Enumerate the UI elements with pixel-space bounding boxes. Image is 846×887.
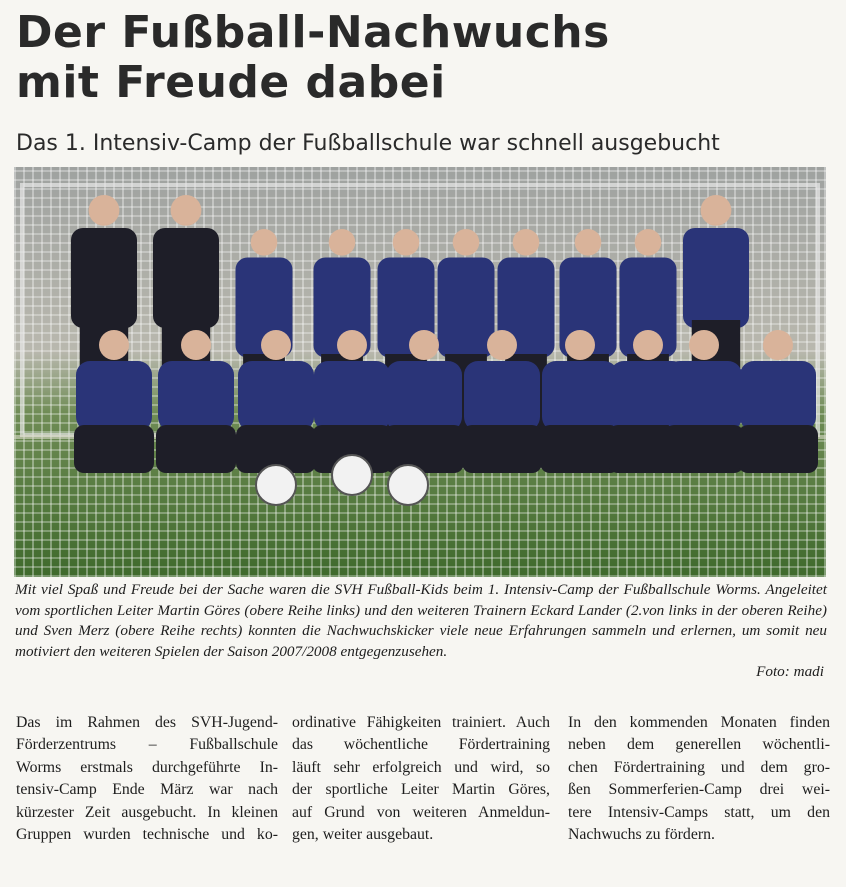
column-line: neben dem generellen wöchentli- bbox=[568, 736, 830, 754]
player-head bbox=[635, 229, 662, 256]
player-legs bbox=[738, 425, 818, 473]
football-icon bbox=[332, 455, 372, 495]
player-head bbox=[337, 330, 367, 360]
column-line: ordinative Fähigkeiten trainiert. Auch bbox=[292, 714, 550, 731]
column-line: ßen Sommerferien-Camp drei wei- bbox=[568, 781, 830, 799]
column-line: tensiv-Camp Ende März war nach bbox=[16, 781, 278, 799]
column-line: das wöchentliche Fördertraining bbox=[292, 736, 550, 754]
player-torso bbox=[542, 361, 618, 431]
player-torso bbox=[683, 228, 749, 328]
team-photo bbox=[14, 167, 826, 577]
player-head bbox=[99, 330, 129, 360]
column-line: In den kommenden Monaten finden bbox=[568, 714, 830, 731]
player-head bbox=[575, 229, 602, 256]
article-column-1 bbox=[16, 712, 278, 846]
column-line: Worms erstmals durchgeführte In- bbox=[16, 758, 278, 776]
football-icon bbox=[388, 465, 428, 505]
football-icon bbox=[256, 465, 296, 505]
player-head bbox=[763, 330, 793, 360]
player-legs bbox=[384, 425, 464, 473]
player-head bbox=[565, 330, 595, 360]
player-legs bbox=[664, 425, 744, 473]
player-head bbox=[251, 229, 278, 256]
player-torso bbox=[666, 361, 742, 431]
headline-line-2: mit Freude dabei bbox=[16, 57, 446, 108]
article-column-2 bbox=[292, 712, 550, 846]
player-head bbox=[689, 330, 719, 360]
column-line: auf Grund von weiteren Anmeldun- bbox=[292, 803, 550, 821]
headline bbox=[16, 8, 836, 108]
player-head bbox=[89, 195, 120, 226]
column-line: der sportliche Leiter Martin Göres, bbox=[292, 781, 550, 799]
player-head bbox=[513, 229, 540, 256]
player-head bbox=[453, 229, 480, 256]
column-line: Nachwuchs zu fördern. bbox=[568, 826, 715, 844]
player-head bbox=[701, 195, 732, 226]
player-torso bbox=[740, 361, 816, 431]
player-torso bbox=[438, 258, 495, 358]
player-torso bbox=[153, 228, 219, 328]
column-line: chen Fördertraining und dem gro- bbox=[568, 758, 830, 776]
player-head bbox=[171, 195, 202, 226]
column-line: kürzester Zeit ausgebucht. In kleinen bbox=[16, 803, 278, 821]
player-head bbox=[487, 330, 517, 360]
player-torso bbox=[464, 361, 540, 431]
player-head bbox=[393, 229, 420, 256]
column-line: Das im Rahmen des SVH-Jugend- bbox=[16, 714, 278, 731]
column-line: Gruppen wurden technische und ko- bbox=[16, 826, 278, 844]
player-torso bbox=[76, 361, 152, 431]
headline-line-1: Der Fußball-Nachwuchs bbox=[16, 7, 610, 58]
column-line: gen, weiter ausgebaut. bbox=[292, 826, 434, 844]
player-torso bbox=[314, 361, 390, 431]
article-column-3 bbox=[568, 712, 830, 846]
photo-caption: Mit viel Spaß und Freude bei der Sache waren die SVH Fußball-Kids beim 1. Intensiv-Camp der Fußballschule Worms. Angeleitet vom sportlichen Leiter Martin Göres (obere Reihe links) und den weiteren Trainern Eckard Lander (2.von links in der oberen Reihe) und Sven Merz (obere Reihe rechts) konnten die Nachwuchskicker viele neue Erfahrungen sammeln und erlernen, um somit neu motiviert den weiteren Spielen der Saison 2007/2008 entgegenzusehen. bbox=[15, 581, 827, 660]
player-torso bbox=[158, 361, 234, 431]
photo-credit: Foto: madi bbox=[756, 663, 824, 680]
player-head bbox=[633, 330, 663, 360]
subheadline: Das 1. Intensiv-Camp der Fußballschule war schnell ausgebucht bbox=[16, 131, 720, 156]
column-line: läuft sehr erfolgreich und wird, so bbox=[292, 758, 550, 776]
player-legs bbox=[462, 425, 542, 473]
player-head bbox=[409, 330, 439, 360]
player-legs bbox=[74, 425, 154, 473]
column-line: tere Intensiv-Camps statt, um den bbox=[568, 803, 830, 821]
player-head bbox=[261, 330, 291, 360]
player-head bbox=[329, 229, 356, 256]
player-legs bbox=[156, 425, 236, 473]
column-line: Förderzentrums – Fußballschule bbox=[16, 736, 278, 754]
player-torso bbox=[386, 361, 462, 431]
player-torso bbox=[71, 228, 137, 328]
team-photo-illustration bbox=[14, 167, 826, 577]
player-head bbox=[181, 330, 211, 360]
player-torso bbox=[238, 361, 314, 431]
